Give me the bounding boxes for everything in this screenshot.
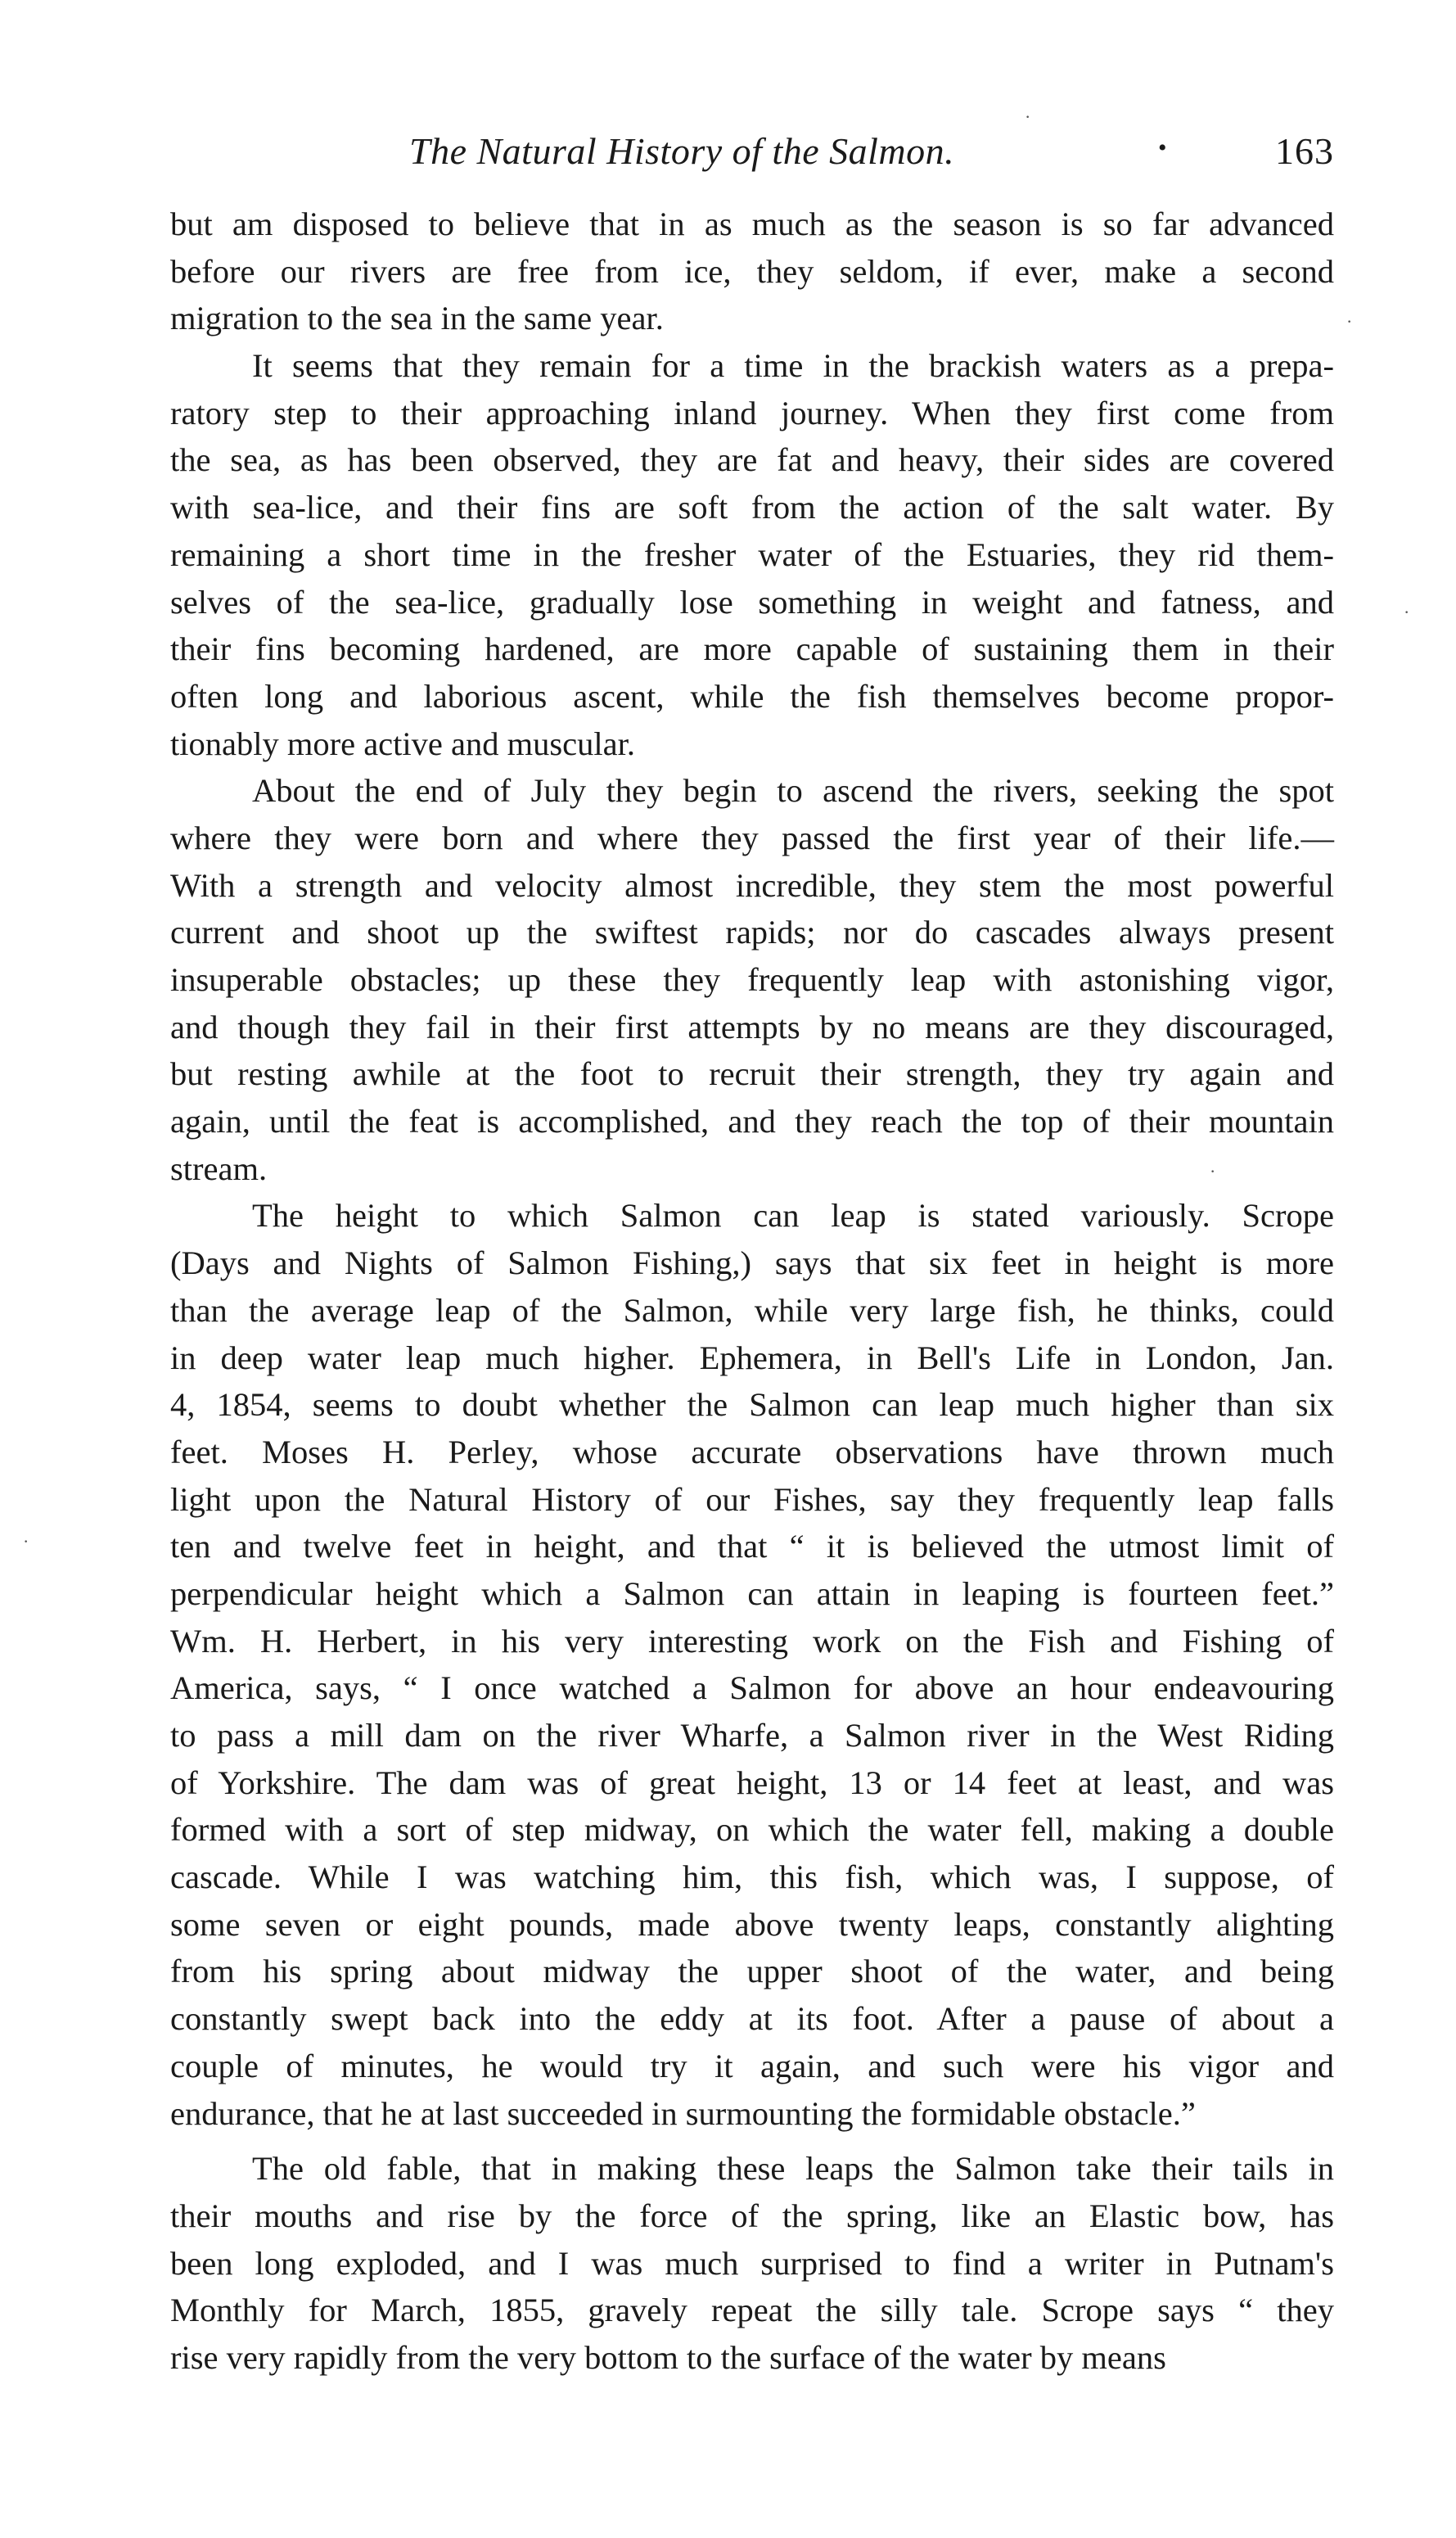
text-line: but am disposed to believe that in as much as the season is so far advanced	[170, 205, 1334, 242]
text-line: remaining a short time in the fresher water of the Estuaries, they rid them-	[170, 535, 1334, 573]
text-line: and though they fail in their first attempts by no means are they discouraged,	[170, 1008, 1334, 1045]
text-line: perpendicular height which a Salmon can attain in leaping is fourteen feet.”	[170, 1574, 1334, 1612]
text-line: constantly swept back into the eddy at its foot. After a pause of about a	[170, 2000, 1334, 2038]
text-line: their mouths and rise by the force of the spring, like an Elastic bow, has	[170, 2197, 1334, 2234]
text-line: from his spring about midway the upper shoot of the water, and being	[170, 1953, 1334, 1990]
text-line: ratory step to their approaching inland journey. When they first come from	[170, 394, 1334, 431]
text-line: couple of minutes, he would try it again, and such were his vigor and	[170, 2047, 1334, 2084]
text-line: to pass a mill dam on the river Wharfe, a Salmon river in the West Riding	[170, 1717, 1334, 1754]
print-speck: ·	[1404, 602, 1410, 622]
text-line: ten and twelve feet in height, and that “ it is believed the utmost limit of	[170, 1528, 1334, 1565]
text-line: America, says, “ I once watched a Salmon for above an hour endeavouring	[170, 1669, 1334, 1707]
text-line: stream.	[170, 1149, 268, 1187]
print-speck: ·	[1025, 106, 1031, 127]
text-line: where they were born and where they passed the first year of their life.—	[170, 819, 1334, 856]
text-line: endurance, that he at last succeeded in surmounting the formidable obstacle.”	[170, 2094, 1196, 2132]
text-line: of Yorkshire. The dam was of great height, 13 or 14 feet at least, and was	[170, 1764, 1334, 1801]
text-line: feet. Moses H. Perley, whose accurate observations have thrown much	[170, 1433, 1334, 1470]
text-line: before our rivers are free from ice, they seldom, if ever, make a second	[170, 252, 1334, 290]
text-line: light upon the Natural History of our Fishes, say they frequently leap falls	[170, 1480, 1334, 1518]
text-line: (Days and Nights of Salmon Fishing,) says that six feet in height is more	[170, 1244, 1334, 1282]
text-line: tionably more active and muscular.	[170, 725, 635, 762]
text-line: current and shoot up the swiftest rapids; nor do cascades always present	[170, 914, 1334, 951]
text-line: rise very rapidly from the very bottom to the surface of the water by means	[170, 2338, 1166, 2376]
text-line: The old fable, that in making these leaps the Salmon take their tails in	[252, 2150, 1334, 2188]
text-line: with sea-lice, and their fins are soft from the action of the salt water. By	[170, 489, 1334, 526]
text-line: Monthly for March, 1855, gravely repeat the silly tale. Scrope says “ they	[170, 2292, 1334, 2329]
text-line: cascade. While I was watching him, this fish, which was, I suppose, of	[170, 1858, 1334, 1896]
text-line: some seven or eight pounds, made above twenty leaps, constantly alighting	[170, 1905, 1334, 1943]
page-header	[409, 129, 1334, 178]
paragraph	[170, 342, 1334, 767]
paragraph	[170, 201, 1334, 342]
text-line: been long exploded, and I was much surprised to find a writer in Putnam's	[170, 2244, 1334, 2282]
text-line: in deep water leap much higher. Ephemera, in Bell's Life in London, Jan.	[170, 1339, 1334, 1376]
text-line: selves of the sea-lice, gradually lose something in weight and fatness, and	[170, 583, 1334, 621]
paragraph	[170, 767, 1334, 1192]
page-number: 163	[1275, 130, 1334, 172]
running-title: The Natural History of the Salmon.	[409, 130, 955, 172]
text-line: but resting awhile at the foot to recruit their strength, they try again and	[170, 1055, 1334, 1093]
text-line: migration to the sea in the same year.	[170, 300, 664, 337]
print-speck: ·	[1346, 311, 1353, 332]
text-line: often long and laborious ascent, while the fish themselves become propor-	[170, 677, 1334, 715]
text-line: With a strength and velocity almost incredible, they stem the most powerful	[170, 866, 1334, 904]
paragraph	[170, 2145, 1334, 2381]
text-line: It seems that they remain for a time in the brackish waters as a prepa-	[252, 347, 1334, 385]
text-line: their fins becoming hardened, are more capable of sustaining them in their	[170, 630, 1334, 668]
text-line: than the average leap of the Salmon, while very large fish, he thinks, could	[170, 1291, 1334, 1329]
header-bullet-mark: •	[1158, 134, 1167, 161]
body-text	[170, 201, 1334, 2382]
text-line: Wm. H. Herbert, in his very interesting work on the Fish and Fishing of	[170, 1622, 1334, 1660]
text-line: About the end of July they begin to ascend the rivers, seeking the spot	[252, 772, 1334, 810]
paragraph-gap	[170, 2137, 1334, 2145]
text-line: insuperable obstacles; up these they frequently leap with astonishing vigor,	[170, 961, 1334, 998]
text-line: 4, 1854, seems to doubt whether the Salmon can leap much higher than six	[170, 1386, 1334, 1424]
text-line: again, until the feat is accomplished, and they reach the top of their mountain	[170, 1103, 1334, 1140]
paragraph	[170, 1192, 1334, 2137]
print-speck: ·	[1210, 1161, 1216, 1181]
text-line: the sea, as has been observed, they are fat and heavy, their sides are covered	[170, 441, 1334, 479]
text-line: The height to which Salmon can leap is stated variously. Scrope	[252, 1197, 1334, 1235]
text-line: formed with a sort of step midway, on which the water fell, making a double	[170, 1811, 1334, 1849]
print-speck: ·	[23, 1531, 29, 1551]
